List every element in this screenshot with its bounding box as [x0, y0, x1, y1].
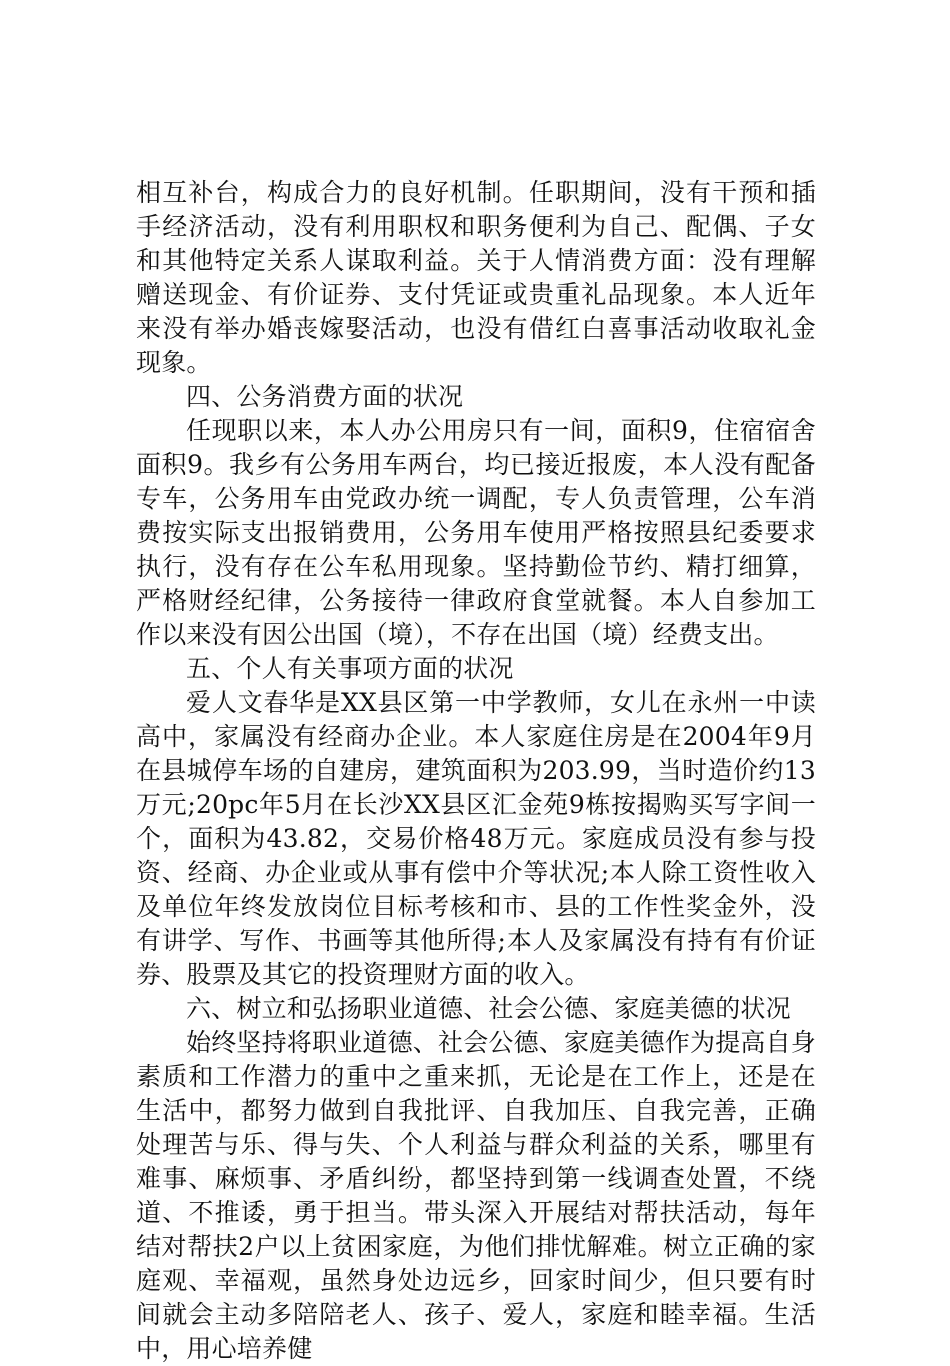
paragraph-personal-matters: 爱人文春华是XX县区第一中学教师，女儿在永州一中读高中，家属没有经商办企业。本人家庭住房是在2004年9月在县城停车场的自建房，建筑面积为203.99，当时造价约13万元;20pc年5月在长沙XX县区汇金苑9栋按揭购买写字间一个，面积为43.82，交易价格48万元。家庭成员没有参与投资、经商、办企业或从事有偿中介等状况;本人除工资性收入及单位年终发放岗位目标考核和市、县的工作性奖金外，没有讲学、写作、书画等其他所得;本人及家属没有持有有价证券、股票及其它的投资理财方面的收入。	[136, 688, 816, 989]
paragraph-official-consumption: 任现职以来，本人办公用房只有一间，面积9，住宿宿舍面积9。我乡有公务用车两台，均已接近报废，本人没有配备专车，公务用车由党政办统一调配，专人负责管理，公车消费按实际支出报销费用，公务用车使用严格按照县纪委要求执行，没有存在公车私用现象。坚持勤俭节约、精打细算，严格财经纪律，公务接待一律政府食堂就餐。本人自参加工作以来没有因公出国（境），不存在出国（境）经费支出。	[136, 416, 816, 649]
document-body	[136, 176, 816, 1366]
paragraph-ethics: 始终坚持将职业道德、社会公德、家庭美德作为提高自身素质和工作潜力的重中之重来抓，无论是在工作上，还是在生活中，都努力做到自我批评、自我加压、自我完善，正确处理苦与乐、得与失、个人利益与群众利益的关系，哪里有难事、麻烦事、矛盾纠纷，都坚持到第一线调查处置，不绕道、不推诿，勇于担当。带头深入开展结对帮扶活动，每年结对帮扶2户以上贫困家庭，为他们排忧解难。树立正确的家庭观、幸福观，虽然身处边远乡，回家时间少，但只要有时间就会主动多陪陪老人、孩子、爱人，家庭和睦幸福。生活中，用心培养健	[136, 1028, 817, 1363]
section-heading-ethics: 六、树立和弘扬职业道德、社会公德、家庭美德的状况	[186, 994, 791, 1023]
paragraph-integrity: 相互补台，构成合力的良好机制。任职期间，没有干预和插手经济活动，没有利用职权和职务便利为自己、配偶、子女和其他特定关系人谋取利益。关于人情消费方面：没有理解赠送现金、有价证券、支付凭证或贵重礼品现象。本人近年来没有举办婚丧嫁娶活动，也没有借红白喜事活动收取礼金现象。	[136, 178, 816, 377]
section-heading-personal-matters: 五、个人有关事项方面的状况	[186, 654, 514, 683]
section-heading-official-consumption: 四、公务消费方面的状况	[186, 382, 464, 411]
